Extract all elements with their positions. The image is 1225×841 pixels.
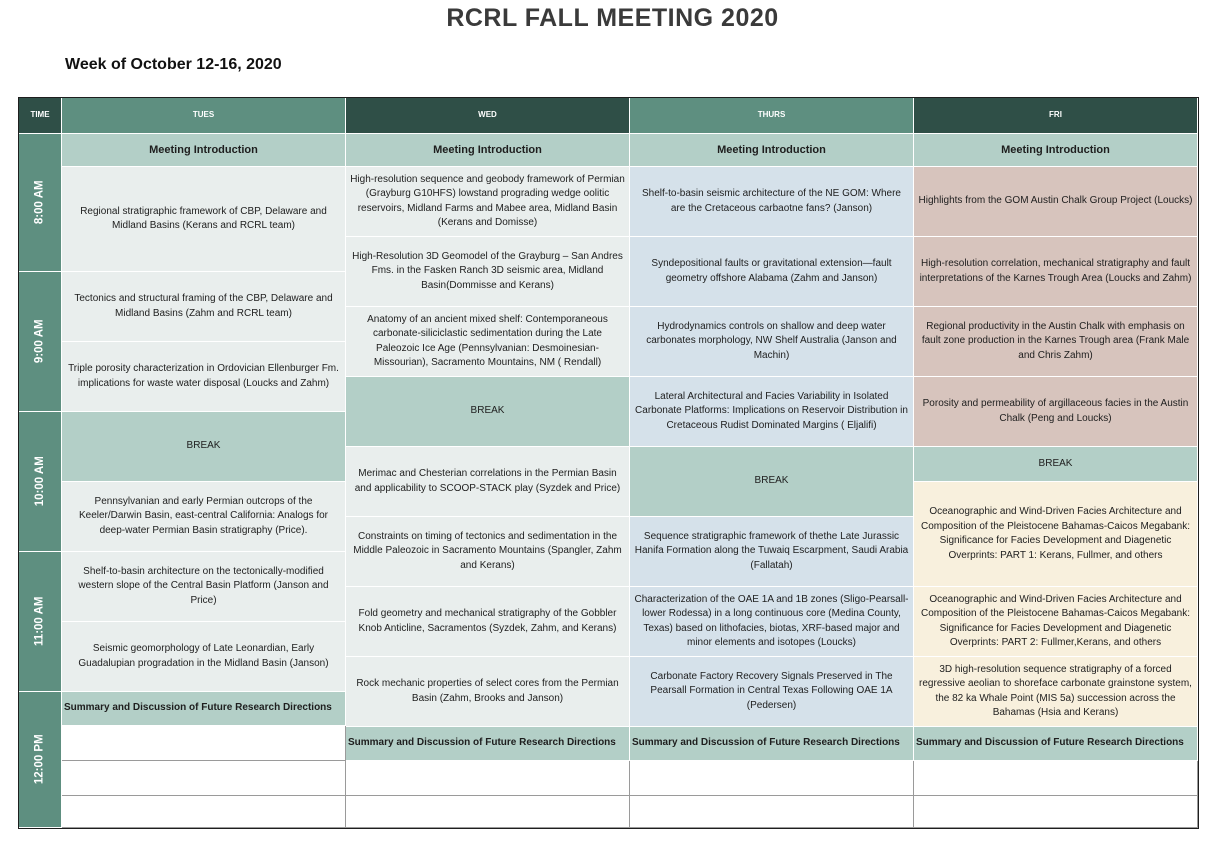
empty-cell xyxy=(346,796,630,828)
tues-talk: Shelf-to-basin architecture on the tectonically-modified western slope of the Central Basin Platform (Janson and Price) xyxy=(62,552,346,622)
empty-cell xyxy=(346,761,630,796)
wed-talk: High-resolution sequence and geobody framework of Permian (Grayburg G10HFS) lowstand prograding wedge oolitic reservoirs, Midland Farms and Mabee area, Midland Basin (Kerans and Domisse) xyxy=(346,167,630,237)
wed-talk: Rock mechanic properties of select cores from the Permian Basin (Zahm, Brooks and Janson) xyxy=(346,657,630,727)
tues-talk: Tectonics and structural framing of the CBP, Delaware and Midland Basins (Zahm and RCRL team) xyxy=(62,272,346,342)
tues-summary: Summary and Discussion of Future Research Directions xyxy=(62,692,346,726)
thurs-talk: Sequence stratigraphic framework of thethe Late Jurassic Hanifa Formation along the Tuwaiq Escarpment, Saudi Arabia (Fallatah) xyxy=(630,517,914,587)
thurs-talk: Lateral Architectural and Facies Variability in Isolated Carbonate Platforms: Implications on Reservoir Distribution in Cretaceous Rudist Dominated Margins ( Eljalifi) xyxy=(630,377,914,447)
page-title: RCRL FALL MEETING 2020 xyxy=(446,4,779,32)
empty-cell xyxy=(62,761,346,796)
tues-talk: Triple porosity characterization in Ordovician Ellenburger Fm. implications for waste water disposal (Loucks and Zahm) xyxy=(62,342,346,412)
fri-summary: Summary and Discussion of Future Research Directions xyxy=(914,727,1198,761)
schedule-grid xyxy=(18,97,1199,829)
thurs-talk: Characterization of the OAE 1A and 1B zones (Sligo-Pearsall-lower Rodessa) in a long continuous core (Medina County, Texas) based on lithofacies, biotas, XRF-based major and minor elements and isotopes (Loucks) xyxy=(630,587,914,657)
wed-talk: Merimac and Chesterian correlations in the Permian Basin and applicability to SCOOP-STACK play (Syzdek and Price) xyxy=(346,447,630,517)
empty-cell xyxy=(914,796,1198,828)
thurs-summary: Summary and Discussion of Future Research Directions xyxy=(630,727,914,761)
thurs-talk: Shelf-to-basin seismic architecture of the NE GOM: Where are the Cretaceous carbaotne fans? (Janson) xyxy=(630,167,914,237)
thurs-break: BREAK xyxy=(630,447,914,517)
wed-talk: Fold geometry and mechanical stratigraphy of the Gobbler Knob Anticline, Sacramentos (Syzdek, Zahm, and Kerans) xyxy=(346,587,630,657)
fri-talk: 3D high-resolution sequence stratigraphy of a forced regressive aeolian to shoreface carbonate grainstone system, the 82 ka Whale Point (MIS 5a) succession across the Bahamas (Hsia and Kerans) xyxy=(914,657,1198,727)
header-time: TIME xyxy=(19,98,62,134)
time-slot-8am xyxy=(19,134,62,272)
tues-talk: Regional stratigraphic framework of CBP, Delaware and Midland Basins (Kerans and RCRL team) xyxy=(62,167,346,272)
empty-cell xyxy=(630,796,914,828)
tues-intro: Meeting Introduction xyxy=(62,134,346,167)
tues-talk: Seismic geomorphology of Late Leonardian, Early Guadalupian progradation in the Midland Basin (Janson) xyxy=(62,622,346,692)
wed-break: BREAK xyxy=(346,377,630,447)
thurs-intro: Meeting Introduction xyxy=(630,134,914,167)
wed-talk: Anatomy of an ancient mixed shelf: Contemporaneous carbonate-siliciclastic sedimentation during the Late Paleozoic Ice Age (Pennsylvanian: Desmoinesian-Missourian), Sacramento Mountains, NM ( Rendall) xyxy=(346,307,630,377)
fri-talk: Oceanographic and Wind-Driven Facies Architecture and Composition of the Pleistocene Bahamas-Caicos Megabank: Significance for Facies Development and Diagenetic Overprints: PART 1: Kerans, Fullmer, and others xyxy=(914,482,1198,587)
time-label: 9:00 AM xyxy=(33,319,46,364)
empty-cell xyxy=(62,796,346,828)
fri-break: BREAK xyxy=(914,447,1198,482)
empty-cell xyxy=(914,761,1198,796)
time-slot-11am xyxy=(19,552,62,692)
time-label: 8:00 AM xyxy=(33,180,46,225)
week-subtitle: Week of October 12-16, 2020 xyxy=(65,56,282,73)
wed-summary: Summary and Discussion of Future Research Directions xyxy=(346,727,630,761)
header-fri: FRI xyxy=(914,98,1198,134)
header-thurs: THURS xyxy=(630,98,914,134)
thurs-talk: Syndepositional faults or gravitational extension—fault geometry offshore Alabama (Zahm and Janson) xyxy=(630,237,914,307)
tues-break: BREAK xyxy=(62,412,346,482)
thurs-talk: Hydrodynamics controls on shallow and deep water carbonates morphology, NW Shelf Australia (Janson and Machin) xyxy=(630,307,914,377)
empty-cell xyxy=(630,761,914,796)
fri-talk: Highlights from the GOM Austin Chalk Group Project (Loucks) xyxy=(914,167,1198,237)
tues-talk: Pennsylvanian and early Permian outcrops of the Keeler/Darwin Basin, east-central California: Analogs for deep-water Permian Basin stratigraphy (Price). xyxy=(62,482,346,552)
wed-talk: Constraints on timing of tectonics and sedimentation in the Middle Paleozoic in Sacramento Mountains (Spangler, Zahm and Kerans) xyxy=(346,517,630,587)
time-label: 12:00 PM xyxy=(33,734,46,785)
header-wed: WED xyxy=(346,98,630,134)
time-label: 10:00 AM xyxy=(33,456,46,507)
fri-talk: Porosity and permeability of argillaceous facies in the Austin Chalk (Peng and Loucks) xyxy=(914,377,1198,447)
thurs-talk: Carbonate Factory Recovery Signals Preserved in The Pearsall Formation in Central Texas Following OAE 1A (Pedersen) xyxy=(630,657,914,727)
fri-talk: High-resolution correlation, mechanical stratigraphy and fault interpretations of the Karnes Trough Area (Loucks and Zahm) xyxy=(914,237,1198,307)
time-slot-9am xyxy=(19,272,62,412)
fri-talk: Oceanographic and Wind-Driven Facies Architecture and Composition of the Pleistocene Bahamas-Caicos Megabank: Significance for Facies Development and Diagenetic Overprints: PART 2: Fullmer,Kerans, and others xyxy=(914,587,1198,657)
time-label: 11:00 AM xyxy=(33,596,46,647)
time-slot-10am xyxy=(19,412,62,552)
header-tues: TUES xyxy=(62,98,346,134)
fri-intro: Meeting Introduction xyxy=(914,134,1198,167)
wed-talk: High-Resolution 3D Geomodel of the Grayburg – San Andres Fms. in the Fasken Ranch 3D seismic area, Midland Basin(Dommisse and Kerans) xyxy=(346,237,630,307)
empty-cell xyxy=(62,726,346,761)
time-slot-12pm xyxy=(19,692,62,828)
fri-talk: Regional productivity in the Austin Chalk with emphasis on fault zone production in the Karnes Trough area (Frank Male and Chris Zahm) xyxy=(914,307,1198,377)
wed-intro: Meeting Introduction xyxy=(346,134,630,167)
